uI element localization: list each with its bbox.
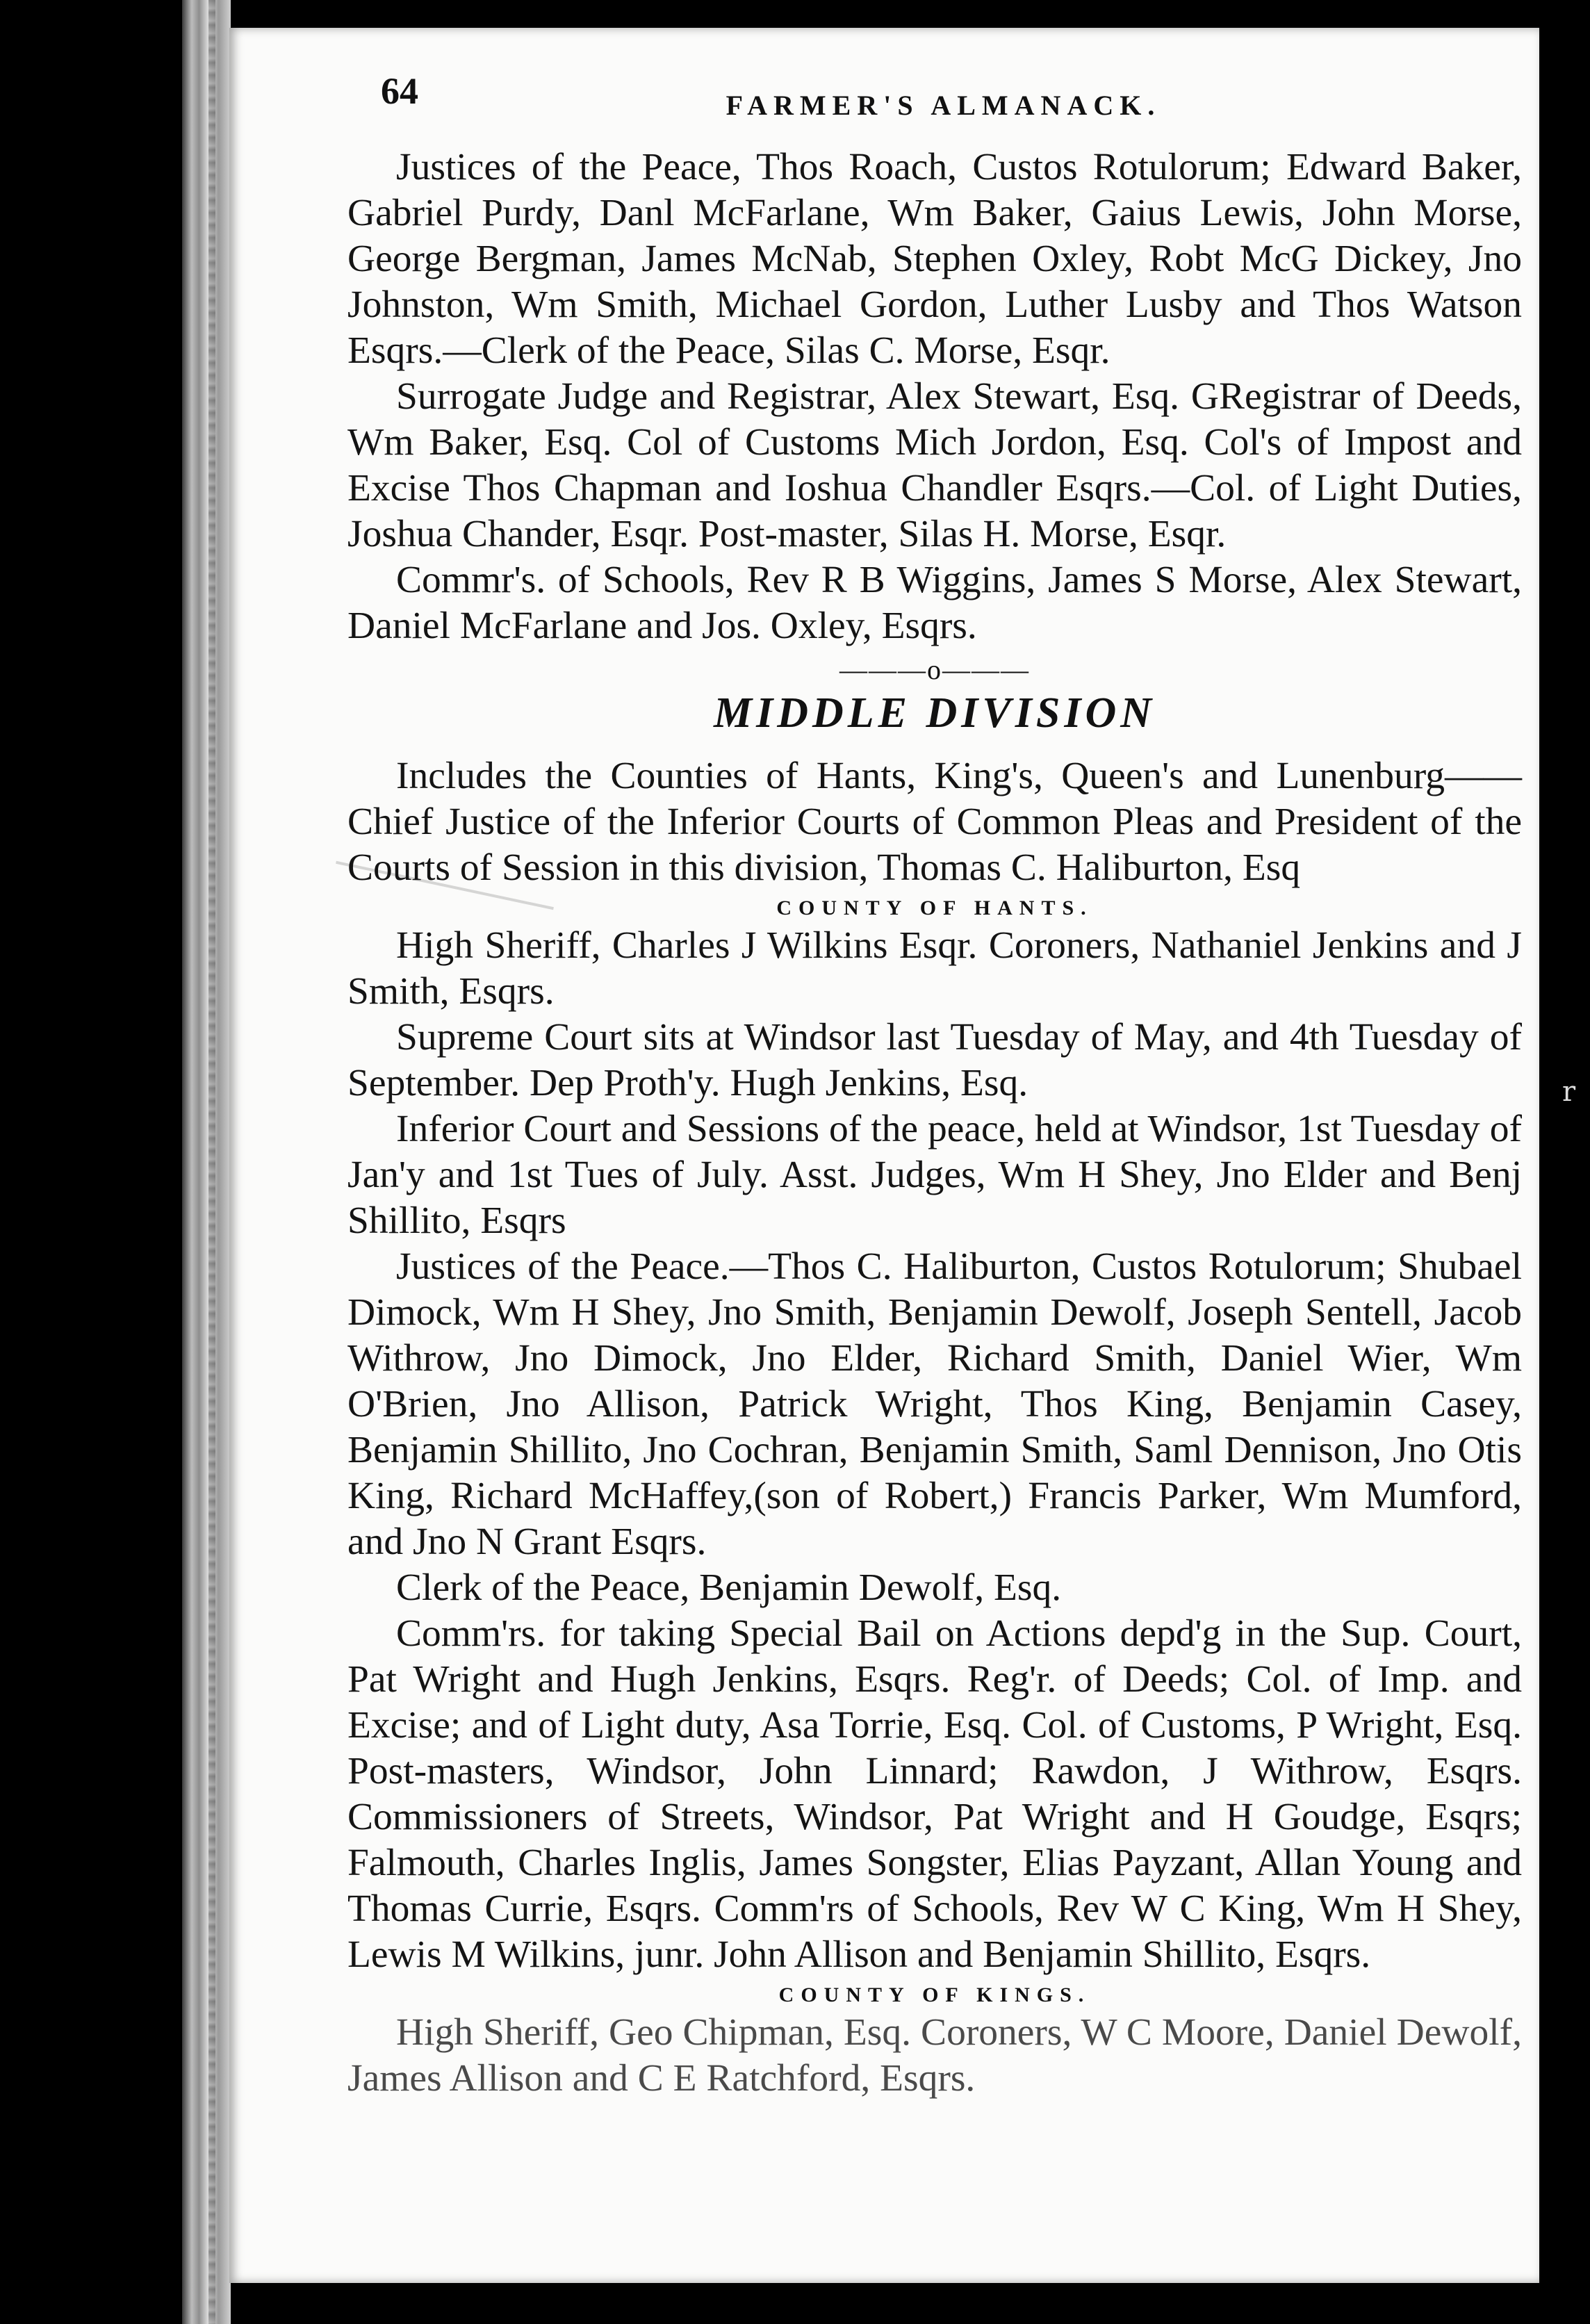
spine-edge	[208, 0, 215, 2324]
hants-sheriff: High Sheriff, Charles J Wilkins Esqr. Coroners, Nathaniel Jenkins and J Smith, Esqrs.	[347, 924, 1522, 1013]
book-spine	[182, 0, 231, 2324]
hants-clerk: Clerk of the Peace, Benjamin Dewolf, Esq.	[396, 1566, 1062, 1609]
right-black-margin	[1539, 0, 1590, 2324]
hants-justices: Justices of the Peace.—Thos C. Haliburton, Custos Rotulorum; Shubael Dimock, Wm H Shey, Jno Smith, Benjamin Dewolf, Joseph Sentell, Jacob Withrow, Jno Dimock, Jno Elder, Richard Smith, Daniel Wier, Wm O'Brien, Jno Allison, Patrick Wright, Thos King, Benjamin Casey, Benjamin Shillito, Jno Cochran, Benjamin Smith, Saml Dennison, Jno Otis King, Richard McHaffey,(son of Robert,) Francis Parker, Wm Mumford, and Jno N Grant Esqrs.	[347, 1245, 1522, 1563]
hants-commissioners: Comm'rs. for taking Special Bail on Actions depd'g in the Sup. Court, Pat Wright and Hugh Jenkins, Esqrs. Reg'r. of Deeds; Col. of Imp. and Excise; and of Light duty, Asa Torrie, Esq. Col. of Customs, P Wright, Esq. Post-masters, Windsor, John Linnard; Rawdon, J Withrow, Esqrs. Commissioners of Streets, Windsor, Pat Wright and H Goudge, Esqrs; Falmouth, Charles Inglis, James Songster, Elias Payzant, Allan Young and Thomas Currie, Esqrs. Comm'rs of Schools, Rev W C King, Wm H Shey, Lewis M Wilkins, junr. John Allison and Benjamin Shillito, Esqrs.	[347, 1612, 1522, 1976]
page-number: 64	[381, 70, 418, 112]
paragraph-surrogate: Surrogate Judge and Registrar, Alex Stewart, Esq. GRegistrar of Deeds, Wm Baker, Esq. Col of Customs Mich Jordon, Esq. Col's of Impost and Excise Thos Chapman and Ioshua Chandler Esqrs.—Col. of Light Duties, Joshua Chander, Esqr. Post-master, Silas H. Morse, Esqr.	[347, 375, 1522, 555]
section-separator: ———o———	[839, 654, 1030, 685]
running-title: FARMER'S ALMANACK.	[726, 90, 1161, 121]
county-heading-hants: COUNTY OF HANTS.	[776, 897, 1093, 919]
kings-sheriff: High Sheriff, Geo Chipman, Esq. Coroners, W C Moore, Daniel Dewolf, James Allison and C E Ratchford, Esqrs.	[347, 2011, 1522, 2100]
hants-inferior-court: Inferior Court and Sessions of the peace, held at Windsor, 1st Tuesday of Jan'y and 1st Tues of July. Asst. Judges, Wm H Shey, Jno Elder and Benj Shillito, Esqrs	[347, 1108, 1522, 1242]
almanac-page	[229, 28, 1539, 2283]
hants-supreme-court: Supreme Court sits at Windsor last Tuesday of May, and 4th Tuesday of September. Dep Proth'y. Hugh Jenkins, Esq.	[347, 1016, 1522, 1104]
page-body	[347, 145, 1522, 2102]
division-title: MIDDLE DIVISION	[713, 689, 1156, 737]
paragraph-schools-top: Commr's. of Schools, Rev R B Wiggins, James S Morse, Alex Stewart, Daniel McFarlane and Jos. Oxley, Esqrs.	[347, 559, 1522, 647]
paragraph-justices-top: Justices of the Peace, Thos Roach, Custos Rotulorum; Edward Baker, Gabriel Purdy, Danl McFarlane, Wm Baker, Gaius Lewis, John Morse, George Bergman, James McNab, Stephen Oxley, Robt McG Dickey, Jno Johnston, Wm Smith, Michael Gordon, Luther Lusby and Thos Watson Esqrs.—Clerk of the Peace, Silas C. Morse, Esqr.	[347, 146, 1522, 372]
margin-mark: r	[1562, 1076, 1576, 1108]
county-heading-kings: COUNTY OF KINGS.	[778, 1983, 1091, 2006]
division-intro: Includes the Counties of Hants, King's, Queen's and Lunenburg——Chief Justice of the Inferior Courts of Common Pleas and President of the Courts of Session in this division, Thomas C. Haliburton, Esq	[347, 755, 1522, 889]
